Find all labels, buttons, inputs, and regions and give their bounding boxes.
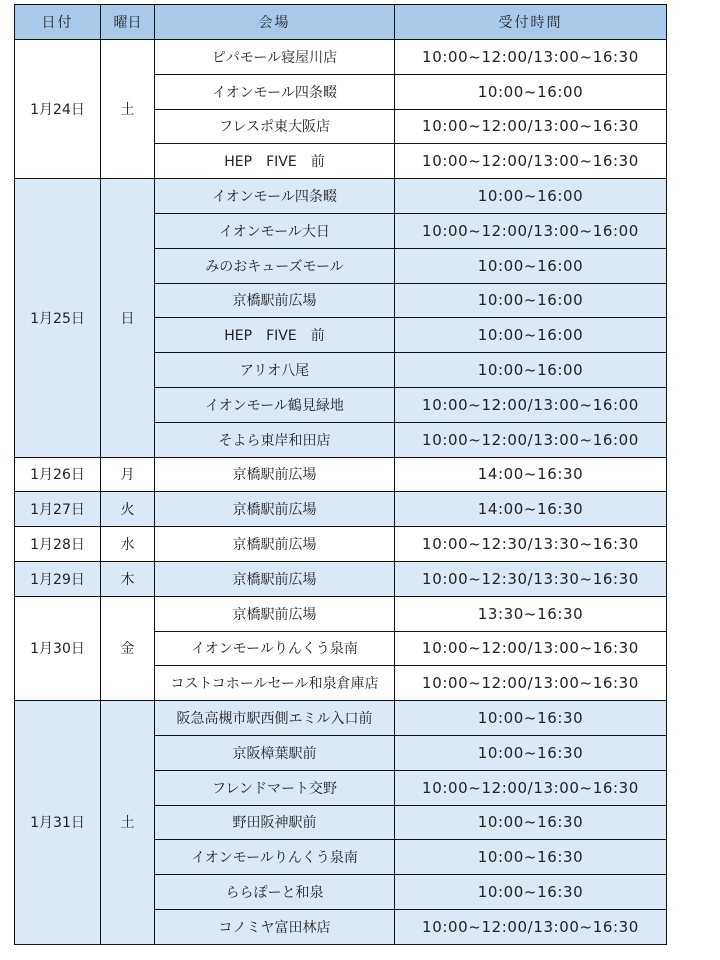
date-cell: 1月30日 [15,596,101,700]
venue-cell: みのおキューズモール [155,248,395,283]
venue-cell: HEP FIVE 前 [155,318,395,353]
hours-cell: 13:30~16:30 [395,596,667,631]
table-row [15,561,667,596]
date-cell: 1月25日 [15,179,101,457]
hours-cell: 10:00~12:00/13:00~16:30 [395,909,667,944]
venue-cell: 京橋駅前広場 [155,457,395,492]
venue-cell: 京橋駅前広場 [155,527,395,562]
header-weekday: 曜日 [101,5,155,40]
venue-cell: ららぽーと和泉 [155,875,395,910]
venue-cell: イオンモールりんくう泉南 [155,840,395,875]
hours-cell: 10:00~16:30 [395,701,667,736]
date-cell: 1月29日 [15,561,101,596]
venue-cell: イオンモール四条畷 [155,179,395,214]
date-cell: 1月31日 [15,701,101,945]
hours-cell: 10:00~12:00/13:00~16:30 [395,109,667,144]
schedule-table [14,4,667,945]
venue-cell: イオンモール大日 [155,213,395,248]
venue-cell: HEP FIVE 前 [155,144,395,179]
hours-cell: 10:00~16:00 [395,353,667,388]
hours-cell: 14:00~16:30 [395,457,667,492]
weekday-cell: 木 [101,561,155,596]
weekday-cell: 土 [101,40,155,179]
hours-cell: 10:00~16:30 [395,840,667,875]
hours-cell: 10:00~16:00 [395,283,667,318]
venue-cell: 阪急高槻市駅西側エミル入口前 [155,701,395,736]
venue-cell: 京橋駅前広場 [155,492,395,527]
venue-cell: イオンモール鶴見緑地 [155,387,395,422]
weekday-cell: 土 [101,701,155,945]
hours-cell: 10:00~16:00 [395,74,667,109]
hours-cell: 10:00~12:00/13:00~16:00 [395,422,667,457]
header-hours: 受付時間 [395,5,667,40]
weekday-cell: 日 [101,179,155,457]
date-cell: 1月26日 [15,457,101,492]
table-row [15,179,667,214]
hours-cell: 10:00~12:00/13:00~16:00 [395,213,667,248]
hours-cell: 10:00~12:00/13:00~16:30 [395,666,667,701]
date-cell: 1月28日 [15,527,101,562]
venue-cell: 野田阪神駅前 [155,805,395,840]
table-row [15,527,667,562]
hours-cell: 10:00~16:30 [395,805,667,840]
hours-cell: 10:00~16:00 [395,179,667,214]
hours-cell: 10:00~12:30/13:30~16:30 [395,527,667,562]
weekday-cell: 月 [101,457,155,492]
table-row [15,40,667,75]
weekday-cell: 金 [101,596,155,700]
hours-cell: 10:00~12:00/13:00~16:00 [395,387,667,422]
hours-cell: 10:00~12:00/13:00~16:30 [395,40,667,75]
venue-cell: 京阪樟葉駅前 [155,735,395,770]
hours-cell: 10:00~12:30/13:30~16:30 [395,561,667,596]
hours-cell: 10:00~16:00 [395,318,667,353]
hours-cell: 10:00~16:30 [395,735,667,770]
venue-cell: フレンドマート交野 [155,770,395,805]
weekday-cell: 水 [101,527,155,562]
venue-cell: ピパモール寝屋川店 [155,40,395,75]
table-row [15,492,667,527]
header-venue: 会場 [155,5,395,40]
date-cell: 1月27日 [15,492,101,527]
hours-cell: 10:00~12:00/13:00~16:30 [395,631,667,666]
hours-cell: 10:00~16:00 [395,248,667,283]
hours-cell: 10:00~16:30 [395,875,667,910]
header-date: 日付 [15,5,101,40]
venue-cell: コストコホールセール和泉倉庫店 [155,666,395,701]
table-row [15,596,667,631]
date-cell: 1月24日 [15,40,101,179]
venue-cell: そよら東岸和田店 [155,422,395,457]
weekday-cell: 火 [101,492,155,527]
hours-cell: 14:00~16:30 [395,492,667,527]
venue-cell: アリオ八尾 [155,353,395,388]
hours-cell: 10:00~12:00/13:00~16:30 [395,770,667,805]
venue-cell: フレスポ東大阪店 [155,109,395,144]
venue-cell: 京橋駅前広場 [155,561,395,596]
venue-cell: 京橋駅前広場 [155,283,395,318]
header-row [15,5,667,40]
venue-cell: コノミヤ富田林店 [155,909,395,944]
venue-cell: イオンモールりんくう泉南 [155,631,395,666]
venue-cell: イオンモール四条畷 [155,74,395,109]
table-row [15,457,667,492]
venue-cell: 京橋駅前広場 [155,596,395,631]
table-row [15,701,667,736]
hours-cell: 10:00~12:00/13:00~16:30 [395,144,667,179]
